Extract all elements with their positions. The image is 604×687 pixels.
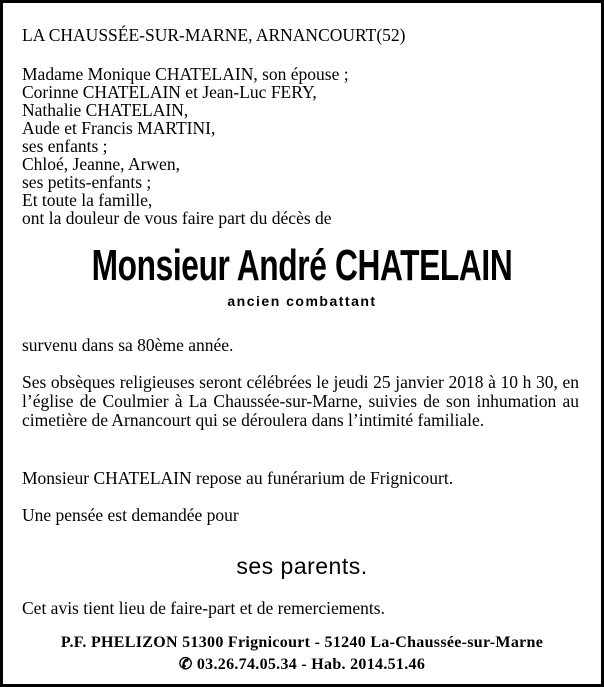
funeral-home-footer — [3, 632, 601, 676]
funeral-text: Ses obsèques religieuses seront célébrées le jeudi 25 janvier 2018 à 10 h 30, en l’église de Coulmier à La Chaussée-sur-Marne, suivies de son inhumation au cimetière de Arnancourt qui se déroulera dans l’intimité familiale. — [22, 372, 579, 430]
deceased-title: ancien combattant — [227, 293, 377, 309]
thought-text: Une pensée est demandée pour — [22, 505, 239, 525]
family-line: Chloé, Jeanne, Arwen, — [22, 154, 180, 174]
family-line: Aude et Francis MARTINI, — [22, 118, 216, 138]
family-list — [22, 65, 582, 227]
footer-phone: ✆ 03.26.74.05.34 - Hab. 2014.51.46 — [178, 656, 426, 673]
age-text: survenu dans sa 80ème année. — [22, 335, 234, 355]
footer-address: P.F. PHELIZON 51300 Frignicourt - 51240 La-Chaussée-sur-Marne — [60, 634, 544, 651]
family-line: Corinne CHATELAIN et Jean-Luc FERY, — [22, 82, 317, 102]
family-line: ses enfants ; — [22, 136, 108, 156]
parents-text: ses parents. — [236, 553, 368, 579]
family-line: Madame Monique CHATELAIN, son épouse ; — [22, 64, 349, 84]
thanks-text: Cet avis tient lieu de faire-part et de remerciements. — [22, 598, 385, 618]
location-heading: LA CHAUSSÉE-SUR-MARNE, ARNANCOURT(52) — [22, 25, 406, 45]
rest-text: Monsieur CHATELAIN repose au funérarium de Frignicourt. — [22, 468, 454, 488]
family-line: ses petits-enfants ; — [22, 172, 152, 192]
family-line: ont la douleur de vous faire part du décès de — [22, 208, 332, 228]
family-line: Nathalie CHATELAIN, — [22, 100, 189, 120]
deceased-name: Monsieur André CHATELAIN — [91, 241, 513, 290]
family-line: Et toute la famille, — [22, 190, 153, 210]
